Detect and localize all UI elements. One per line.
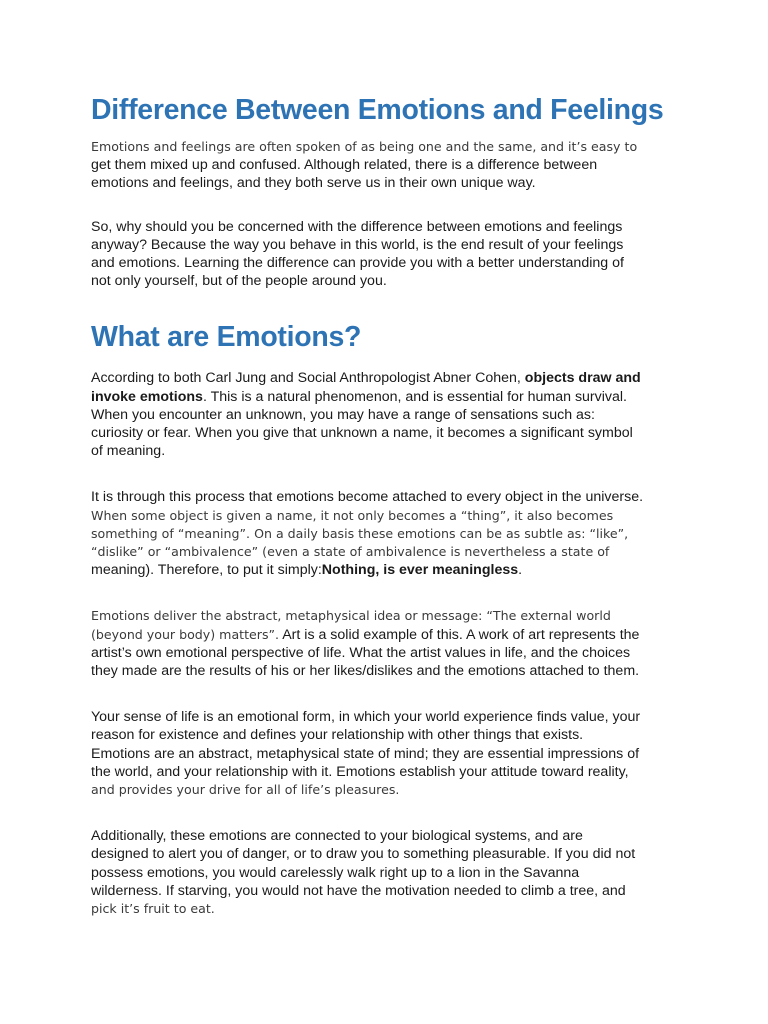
text-line: curiosity or fear. When you give that unknown a name, it becomes a significant symbol: [91, 425, 633, 442]
text-line: not only yourself, but of the people around you.: [91, 273, 387, 290]
bold-phrase: objects draw and: [524, 370, 641, 387]
text-line: and provides your drive for all of life’s pleasures.: [91, 782, 400, 798]
text-line: Your sense of life is an emotional form, in which your world experience finds value, your: [91, 709, 641, 726]
bold-phrase: invoke emotions: [91, 388, 203, 405]
section-paragraph-1: [91, 369, 688, 460]
section-title: What are Emotions?: [91, 321, 362, 354]
text-line: It is through this process that emotions become attached to every object in the universe.: [91, 489, 644, 506]
text-line: artist’s own emotional perspective of life. What the artist values in life, and the choices: [91, 644, 631, 661]
section-paragraph-4: [91, 708, 688, 799]
text-line: designed to alert you of danger, or to draw you to something pleasurable. If you did not: [91, 846, 636, 863]
text-run: . This is a natural phenomenon, and is essential for human survival.: [202, 388, 627, 405]
section-paragraph-3: [91, 607, 688, 680]
text-line: of meaning.: [91, 443, 166, 460]
text-line: anyway? Because the way you behave in this world, is the end result of your feelings: [91, 236, 624, 253]
text-line: So, why should you be concerned with the difference between emotions and feelings: [91, 218, 623, 235]
text-line: Emotions deliver the abstract, metaphysical idea or message: “The external world: [91, 608, 611, 624]
text-line: pick it’s fruit to eat.: [91, 901, 215, 917]
intro-paragraph-2: [91, 218, 688, 291]
text-line: get them mixed up and confused. Although related, there is a difference between: [91, 157, 598, 174]
page-title: Difference Between Emotions and Feelings: [91, 94, 664, 126]
text-line: and emotions. Learning the difference can provide you with a better understanding of: [91, 255, 624, 272]
text-line: the world, and your relationship with it. Emotions establish your attitude toward reality,: [91, 763, 629, 780]
text-line: something of “meaning”. On a daily basis these emotions can be as subtle as: “like”,: [91, 525, 629, 541]
intro-paragraph-1: [91, 138, 688, 193]
text-line: [91, 626, 688, 644]
section-paragraph-2: [91, 488, 688, 579]
text-line: Emotions are an abstract, metaphysical state of mind; they are essential impressions of: [91, 745, 640, 762]
text-line: Additionally, these emotions are connected to your biological systems, and are: [91, 828, 583, 845]
text-line: reason for existence and defines your relationship with other things that exists.: [91, 727, 584, 744]
text-line: “dislike” or “ambivalence” (even a state of ambivalence is nevertheless a state of: [91, 544, 610, 560]
text-line: wilderness. If starving, you would not have the motivation needed to climb a tree, and: [91, 882, 626, 899]
text-line: they made are the results of his or her likes/dislikes and the emotions attached to them.: [91, 663, 640, 680]
text-run: Art is a solid example of this. A work of art represents the: [279, 626, 640, 643]
bold-phrase: Nothing, is ever meaningless: [321, 562, 519, 579]
text-run: meaning). Therefore, to put it simply:: [91, 562, 322, 579]
text-line: [91, 388, 688, 406]
text-line: When you encounter an unknown, you may have a range of sensations such as:: [91, 406, 595, 423]
text-line: emotions and feelings, and they both serve us in their own unique way.: [91, 175, 536, 192]
section-paragraph-5: [91, 827, 688, 918]
text-run: (beyond your body) matters”.: [91, 626, 280, 642]
text-line: [91, 369, 688, 387]
text-line: Emotions and feelings are often spoken of as being one and the same, and it’s easy to: [91, 139, 638, 154]
text-line: possess emotions, you would carelessly walk right up to a lion in the Savanna: [91, 864, 580, 881]
text-run: According to both Carl Jung and Social Anthropologist Abner Cohen,: [91, 370, 525, 387]
text-line: [91, 561, 688, 579]
text-line: When some object is given a name, it not only becomes a “thing”, it also becomes: [91, 507, 614, 523]
text-run: .: [518, 562, 523, 579]
